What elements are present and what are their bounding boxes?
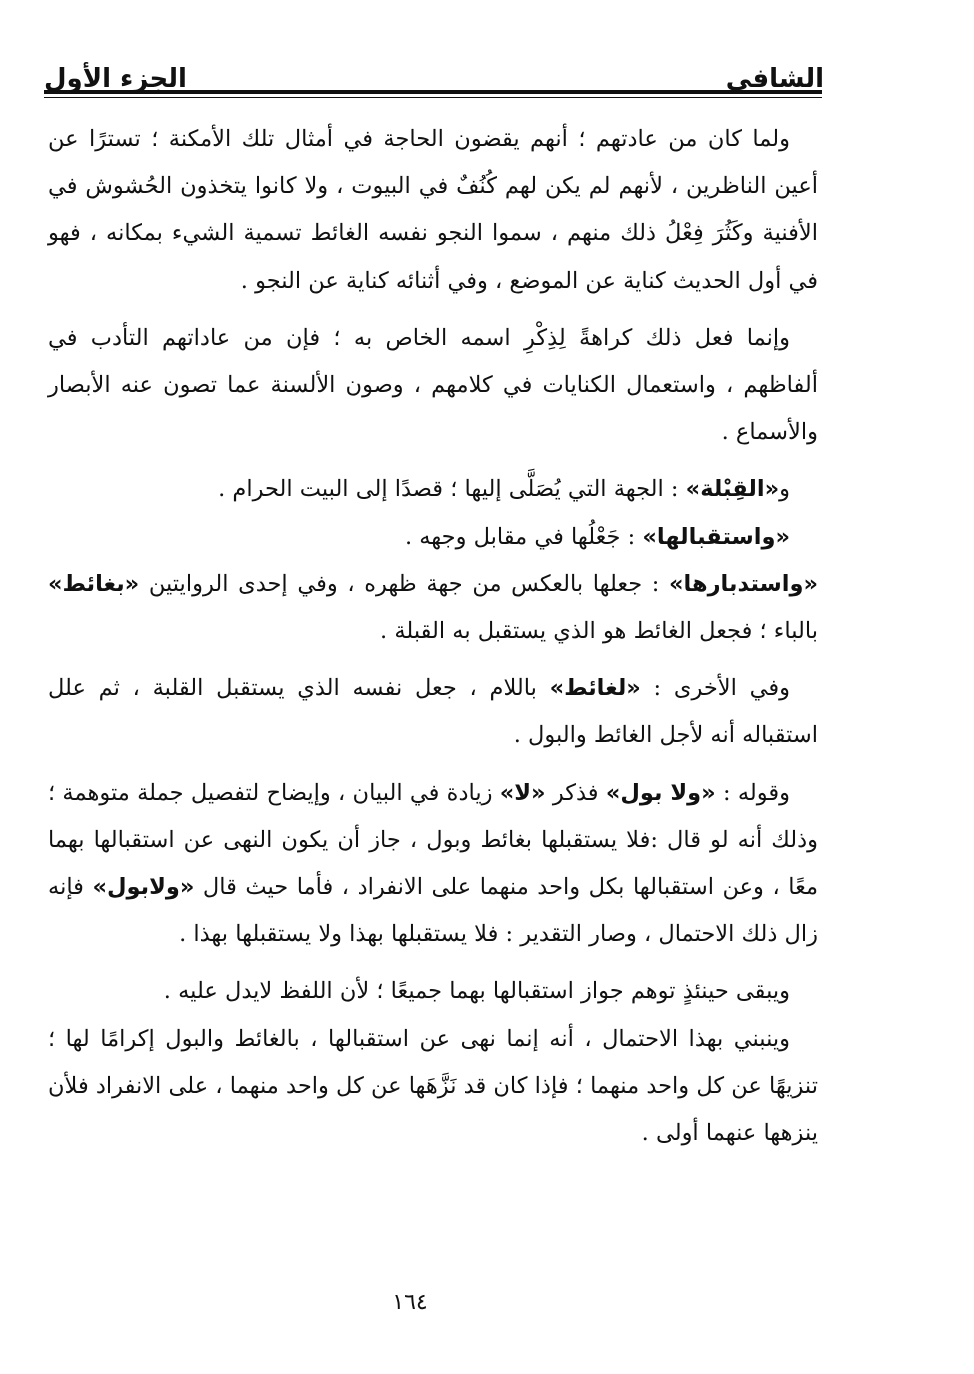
definition-istiqbal-text: : جَعْلُها في مقابل وجهه . xyxy=(404,523,643,550)
qawluhu-mid-2: زيادة في البيان ، وإيضاح لتفصيل جملة متوهمة ؛ وذلك أنه لو قال :فلا يستقبلها بغائط وبول ، جاز أن يكون النهى عن استقبالها بهما معًا ، وعن استقبالها بكل واحد منهما على الانفراد ، فأما حيث قال xyxy=(48,779,818,901)
definition-istidbar-text: : جعلها بالعكس من جهة ظهره ، وفي إحدى الروايتين xyxy=(139,570,670,597)
paragraph-other-prefix: وفي الأخرى : xyxy=(640,675,790,702)
paragraph-other-narration xyxy=(48,665,818,759)
paragraph-other-term: «لغائط» xyxy=(549,675,641,702)
definition-istiqbal xyxy=(48,514,818,561)
definition-qibla-term: «القِبْلة» xyxy=(685,476,780,503)
closing-line-2: وينبني بهذا الاحتمال ، أنه إنما نهى عن استقبالها ، بالغائط والبول إكرامًا لها ؛ تنزيهًا عن كل واحد منهما ؛ فإذا كان قد نَزَّهَها عن كل واحد منهما ، على الانفراد فلأن ينزهها عنهما أولى . xyxy=(48,1025,818,1147)
qawluhu-prefix: وقوله : xyxy=(715,779,790,806)
paragraph-2: وإنما فعل ذلك كراهةً لِذِكْرِ اسمه الخاص به ؛ فإن من عاداتهم التأدب في ألفاظهم ، واستعمال الكنايات في كلامهم ، وصون الألسنة عما تصون عنه الأبصار والأسماع . xyxy=(48,324,818,446)
paragraph-other-text: باللام ، جعل نفسه الذي يستقبل القلبة ، ثم علل استقباله أنه لأجل الغائط والبول . xyxy=(48,675,818,749)
qawluhu-end: فإنه زال ذلك الاحتمال ، وصار التقدير : فلا يستقبلها بهذا ولا يستقبلها بهذا . xyxy=(48,874,818,948)
book-title: الشافي xyxy=(725,64,824,94)
running-header xyxy=(44,40,824,92)
qawluhu-term-1: «ولا بول» xyxy=(605,779,716,806)
header-rule-thin xyxy=(44,97,822,98)
closing-line-1: ويبقى حينئذٍ توهم جواز استقبالها بهما جميعًا ؛ لأن اللفظ لايدل عليه . xyxy=(163,978,790,1005)
definition-istidbar-term: «واستدبارها» xyxy=(669,570,818,597)
paragraph-qawluhu xyxy=(48,770,818,959)
definition-istiqbal-term: «واستقبالها» xyxy=(642,523,790,550)
page-number: ١٦٤ xyxy=(392,1290,428,1315)
qawluhu-mid-1: فذكر xyxy=(545,779,606,806)
volume-label: الجزء الأول xyxy=(44,64,187,94)
definition-istidbar-text2: بالباء ؛ فجعل الغائط هو الذي يستقبل به القبلة . xyxy=(380,618,818,645)
definition-qibla-text: : الجهة التي يُصَلَّى إليها ؛ قصدًا إلى البيت الحرام . xyxy=(218,476,686,503)
body-text xyxy=(48,116,818,1157)
definition-istidbar-term2: «بغائط» xyxy=(48,570,140,597)
definition-qibla-prefix: و xyxy=(779,476,790,503)
definition-istidbar xyxy=(48,561,818,655)
header-rule-thick xyxy=(44,90,822,94)
paragraph-1: ولما كان من عادتهم ؛ أنهم يقضون الحاجة في أمثال تلك الأمكنة ؛ تسترًا عن أعين الناظرين ، لأنهم لم يكن لهم كُنُفٌ في البيوت ، ولا كانوا يتخذون الحُشوش في الأفنية وكَثُرَ فِعْلُ ذلك منهم ، سموا النجو نفسه الغائط تسمية الشيء بمكانه ، فهو في أول الحديث كناية عن الموضع ، وفي أثنائه كناية عن النجو . xyxy=(48,126,818,294)
qawluhu-term-3: «ولابول» xyxy=(92,874,195,901)
definition-qibla xyxy=(48,466,818,513)
qawluhu-term-2: «لا» xyxy=(499,779,546,806)
